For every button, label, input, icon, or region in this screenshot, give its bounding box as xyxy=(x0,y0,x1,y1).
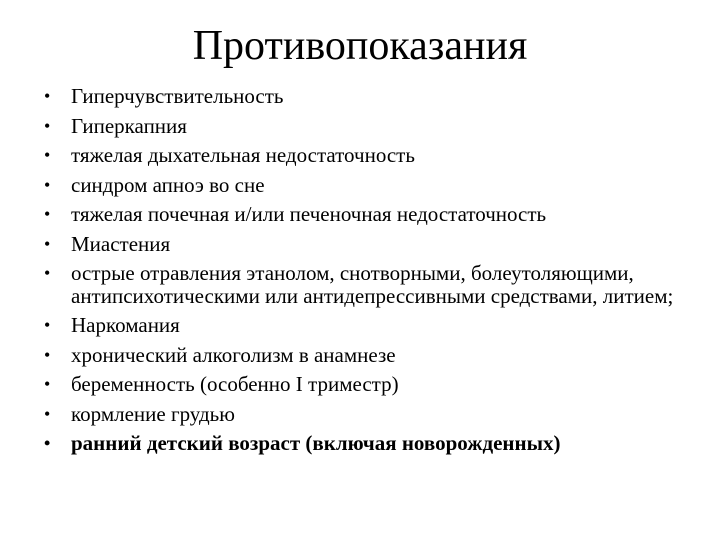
list-item xyxy=(44,233,684,256)
list-item-text: ранний детский возраст (включая новорожденных) xyxy=(71,431,561,455)
list-item-text: Гиперчувствительность xyxy=(71,84,284,108)
list-item-text: синдром апноэ во сне xyxy=(71,172,265,197)
list-item xyxy=(44,85,684,108)
bullet-icon: • xyxy=(44,403,51,424)
bullet-icon: • xyxy=(44,315,51,335)
list-item-text: острые отравления этанолом, снотворными, болеутоляющими, антипсихотическими или антидепрессивными средствами, литием; xyxy=(71,261,674,308)
list-item-text: Наркомания xyxy=(71,313,180,337)
list-item xyxy=(44,174,684,197)
list-item xyxy=(44,144,684,167)
bullet-icon: • xyxy=(44,263,51,283)
list-item-text: хронический алкоголизм в анамнезе xyxy=(71,342,396,367)
list-item-text: кормление грудью xyxy=(71,401,235,426)
bullet-icon: • xyxy=(44,374,51,394)
list-item xyxy=(44,203,684,226)
list-item xyxy=(44,115,684,138)
bullet-icon: • xyxy=(44,433,51,453)
slide-title: Противопоказания xyxy=(192,23,528,69)
list-item xyxy=(44,344,684,367)
list-item-text: беременность (особенно I триместр) xyxy=(71,372,399,396)
bullet-icon: • xyxy=(44,145,51,165)
list-item-text: Миастения xyxy=(71,231,171,256)
bullet-icon: • xyxy=(44,204,51,224)
bullet-icon: • xyxy=(44,344,51,365)
list-item xyxy=(44,314,684,337)
list-item xyxy=(44,262,684,307)
list-item xyxy=(44,373,684,396)
list-item xyxy=(44,432,684,455)
bullet-icon: • xyxy=(44,115,51,136)
list-item-text: тяжелая дыхательная недостаточность xyxy=(71,143,415,167)
bullet-icon: • xyxy=(44,86,51,106)
list-item xyxy=(44,403,684,426)
bullet-icon: • xyxy=(44,233,51,254)
bullet-icon: • xyxy=(44,174,51,195)
list-item-text: Гиперкапния xyxy=(71,113,187,138)
contraindications-list xyxy=(44,85,684,462)
list-item-text: тяжелая почечная и/или печеночная недостаточность xyxy=(71,202,547,226)
